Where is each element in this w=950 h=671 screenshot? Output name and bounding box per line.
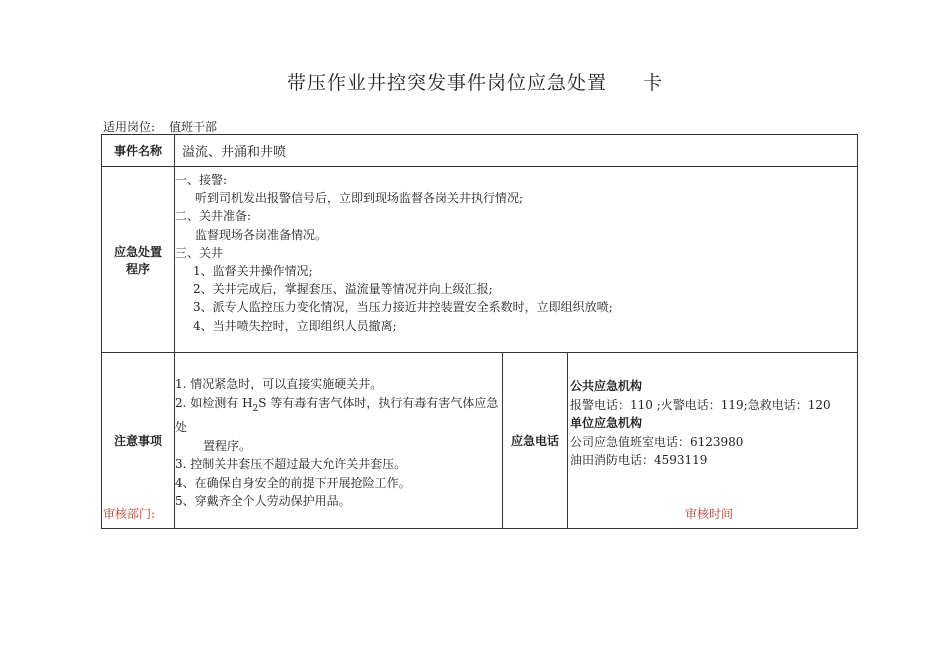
procedure-row <box>102 167 858 353</box>
note-item <box>175 394 502 437</box>
public-agency-numbers: 报警电话：110 ;火警电话：119;急救电话：120 <box>570 397 831 412</box>
review-department: 审核部门: <box>103 507 156 521</box>
procedure-line: 2、关井完成后，掌握套压、溢流量等情况并向上级汇报; <box>193 282 493 297</box>
notes-label: 注意事项 <box>102 353 175 529</box>
procedure-line: 监督现场各岗准备情况。 <box>195 227 328 242</box>
notes-row <box>102 353 858 529</box>
phone-label: 应急电话 <box>503 353 568 529</box>
unit-agency-heading: 单位应急机构 <box>570 416 643 430</box>
procedure-line: 三、关井 <box>175 245 224 260</box>
procedure-label-line2: 程序 <box>125 261 150 276</box>
emergency-card-table <box>101 134 858 529</box>
note-2-subscript: 2 <box>252 403 259 414</box>
public-agency-heading: 公共应急机构 <box>570 379 643 393</box>
applicable-post <box>103 118 217 135</box>
oilfield-fire-phone: 油田消防电话：4593119 <box>570 453 708 467</box>
note-2-part-a: 2. 如检测有 H <box>175 395 253 410</box>
review-time: 审核时间 <box>685 507 734 521</box>
page-title <box>0 68 950 95</box>
procedure-label-line1: 应急处置 <box>113 244 162 259</box>
post-label: 适用岗位: <box>103 120 156 134</box>
procedure-line: 3、派专人监控压力变化情况，当压力接近井控装置安全系数时，立即组织放喷; <box>193 300 613 315</box>
notes-content <box>175 353 503 529</box>
note-item: 4、在确保自身安全的前提下开展抢险工作。 <box>175 475 411 490</box>
note-2-part-b: S 等有毒有害气体时，执行有毒有害气体应急处 <box>175 395 499 434</box>
procedure-content <box>175 167 858 353</box>
post-value: 值班干部 <box>169 120 218 134</box>
note-item-continuation: 置程序。 <box>203 438 252 453</box>
title-suffix: 卡 <box>643 72 664 94</box>
procedure-line: 1、监督关井操作情况; <box>193 264 313 279</box>
contacts-content <box>568 353 858 529</box>
procedure-line: 听到司机发出报警信号后，立即到现场监督各岗关井执行情况; <box>195 191 524 206</box>
event-name-row <box>102 135 858 167</box>
note-item: 3. 控制关井套压不超过最大允许关井套压。 <box>175 457 407 471</box>
note-item: 5、穿戴齐全个人劳动保护用品。 <box>175 494 351 508</box>
note-item: 1. 情况紧急时，可以直接实施硬关井。 <box>175 377 383 391</box>
title-main: 带压作业井控突发事件岗位应急处置 <box>286 72 607 94</box>
procedure-label <box>102 167 175 353</box>
procedure-line: 一、接警: <box>175 173 228 187</box>
company-duty-phone: 公司应急值班室电话：6123980 <box>570 434 744 449</box>
procedure-line: 4、当井喷失控时，立即组织人员撤离; <box>193 318 397 333</box>
event-name-value: 溢流、井涌和井喷 <box>175 135 858 167</box>
event-name-label: 事件名称 <box>102 135 175 167</box>
procedure-line: 二、关井准备: <box>175 209 252 224</box>
